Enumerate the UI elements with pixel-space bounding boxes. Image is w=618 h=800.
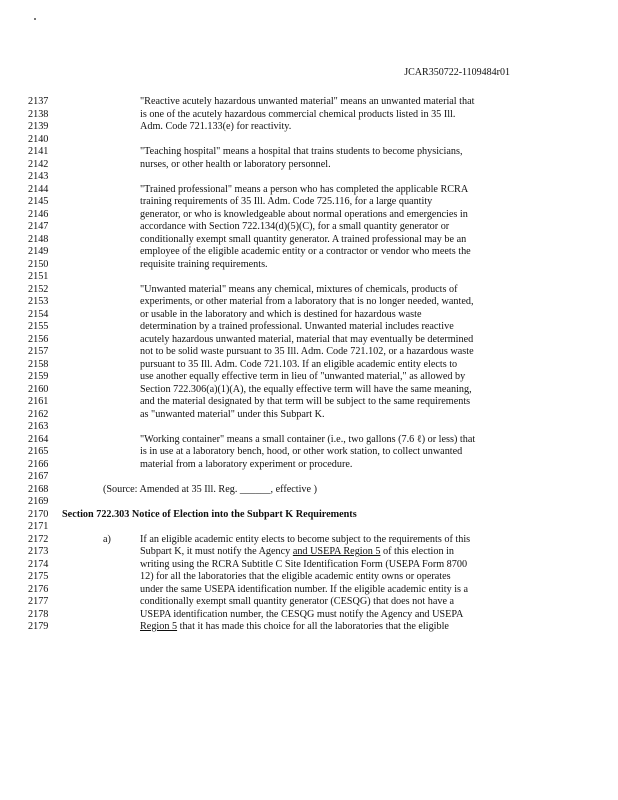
line [0,609,618,622]
source-note: (Source: Amended at 35 Ill. Reg. ______, effective ) [103,483,317,495]
line-text: generator, or who is knowledgeable about normal operations and emergencies in [140,208,468,220]
line [0,496,618,509]
line [0,409,618,422]
line-number: 2161 [28,396,49,407]
line-text: experiments, or other material from a laboratory that is no longer needed, wanted, [140,296,474,307]
line-text: acutely hazardous unwanted material, material that may eventually be determined [140,333,474,345]
line-number: 2139 [28,121,49,132]
line-number: 2163 [28,421,49,432]
line-number: 2176 [28,583,49,595]
line-number: 2169 [28,496,49,507]
line [0,534,618,547]
line-text: If an eligible academic entity elects to become subject to the requirements of this [140,533,471,545]
line-text [140,621,449,634]
line-text: "Teaching hospital" means a hospital that trains students to become physicians, [140,146,463,157]
line-text: under the same USEPA identification number. If the eligible academic entity is a [140,583,469,595]
line [0,346,618,359]
line-number: 2178 [28,608,49,620]
line-number: 2156 [28,333,49,345]
line-number: 2168 [28,483,49,495]
line-text: USEPA identification number, the CESQG must notify the Agency and USEPA [140,608,464,620]
line-text: use another equally effective term in lieu of "unwanted material," as allowed by [140,371,466,382]
line-text: accordance with Section 722.134(d)(5)(C), for a small quantity generator or [140,221,450,232]
line-text: and the material designated by that term will be subject to the same requirements [140,396,471,407]
line-text: conditionally exempt small quantity generator. A trained professional may be an [140,233,467,245]
line-number: 2145 [28,196,49,207]
line-text: "Reactive acutely hazardous unwanted material" means an unwanted material that [140,96,475,107]
line-text: conditionally exempt small quantity generator (CESQG) that does not have a [140,596,455,607]
line-number: 2170 [28,508,49,520]
line-number: 2151 [28,271,49,282]
line [0,109,618,122]
line-number: 2154 [28,308,49,320]
line [0,421,618,434]
line [0,621,618,634]
line-text: not to be solid waste pursuant to 35 Ill. Adm. Code 721.102, or a hazardous waste [140,346,474,357]
line-number: 2157 [28,346,49,357]
line-number: 2146 [28,208,49,220]
line [0,571,618,584]
line [0,371,618,384]
line-text: determination by a trained professional. Unwanted material includes reactive [140,321,454,332]
line-text: training requirements of 35 Ill. Adm. Code 725.116, for a large quantity [140,196,433,207]
line [0,446,618,459]
line [0,459,618,472]
line [0,184,618,197]
line [0,246,618,259]
line-text: Adm. Code 721.133(e) for reactivity. [140,121,292,132]
line-number: 2148 [28,233,49,245]
line-number: 2159 [28,371,49,382]
line-number: 2158 [28,358,49,370]
line-number: 2155 [28,321,49,332]
line [0,271,618,284]
line [0,484,618,497]
line [0,321,618,334]
line-number: 2160 [28,383,49,395]
section-heading: Section 722.303 Notice of Election into the Subpart K Requirements [62,508,357,520]
line-text: Section 722.306(a)(1)(A), the equally effective term will have the same meaning, [140,383,472,395]
line [0,334,618,347]
line-text: material from a laboratory experiment or procedure. [140,458,353,470]
line-text: "Unwanted material" means any chemical, mixtures of chemicals, products of [140,283,458,295]
line-text: is in use at a laboratory bench, hood, or other work station, to collect unwanted [140,446,463,457]
line-text: employee of the eligible academic entity or a contractor or vendor who meets the [140,246,471,257]
line-number: 2152 [28,283,49,295]
line [0,209,618,222]
line-text: requisite training requirements. [140,258,268,270]
text-segment: of this election in [380,546,455,557]
line [0,196,618,209]
line [0,596,618,609]
line-text: as "unwanted material" under this Subpart K. [140,408,325,420]
line-text: "Trained professional" means a person who has completed the applicable RCRA [140,183,469,195]
line-number: 2172 [28,533,49,545]
line-number: 2137 [28,96,49,107]
line [0,359,618,372]
text-segment: that it has made this choice for all the laboratories that the eligible [177,621,449,632]
text-segment: Subpart K, it must notify the Agency [140,546,293,557]
line-number: 2153 [28,296,49,307]
line [0,96,618,109]
line [0,384,618,397]
line [0,296,618,309]
line-number: 2138 [28,108,49,120]
line [0,434,618,447]
line [0,259,618,272]
line-text: pursuant to 35 Ill. Adm. Code 721.103. If an eligible academic entity elects to [140,358,458,370]
line [0,396,618,409]
inserted-text: Region 5 [140,621,178,632]
scan-speck [34,18,36,20]
line [0,309,618,322]
line-text: 12) for all the laboratories that the eligible academic entity owns or operates [140,571,451,582]
line-text [140,546,454,559]
line-number: 2173 [28,546,49,557]
line-number: 2165 [28,446,49,457]
line [0,509,618,522]
line-number: 2166 [28,458,49,470]
line-number: 2164 [28,433,49,445]
line-number: 2150 [28,258,49,270]
line [0,146,618,159]
line [0,121,618,134]
inserted-text: and USEPA Region 5 [292,546,381,557]
line-number: 2174 [28,558,49,570]
line [0,171,618,184]
line-text: "Working container" means a small container (i.e., two gallons (7.6 ℓ) or less) that [140,433,476,445]
line [0,471,618,484]
line-number: 2162 [28,408,49,420]
line-text: or usable in the laboratory and which is destined for hazardous waste [140,308,422,320]
line-number: 2167 [28,471,49,482]
line [0,559,618,572]
line [0,234,618,247]
line-number: 2144 [28,183,49,195]
line-number: 2141 [28,146,49,157]
line [0,521,618,534]
line-number: 2171 [28,521,49,532]
line [0,546,618,559]
paragraph-marker: a) [103,533,111,545]
line-number: 2177 [28,596,49,607]
line-text: is one of the acutely hazardous commercial chemical products listed in 35 Ill. [140,108,456,120]
line [0,221,618,234]
line-number: 2143 [28,171,49,182]
line [0,134,618,147]
line-number: 2149 [28,246,49,257]
numbered-lines [0,96,618,634]
document-id: JCAR350722-1109484r01 [404,67,510,78]
line [0,584,618,597]
line-number: 2175 [28,571,49,582]
line-text: writing using the RCRA Subtitle C Site Identification Form (USEPA Form 8700 [140,558,468,570]
line [0,284,618,297]
line-number: 2140 [28,133,49,145]
line-number: 2179 [28,621,49,632]
line-text: nurses, or other health or laboratory personnel. [140,158,331,170]
line [0,159,618,172]
line-number: 2142 [28,158,49,170]
line-number: 2147 [28,221,49,232]
